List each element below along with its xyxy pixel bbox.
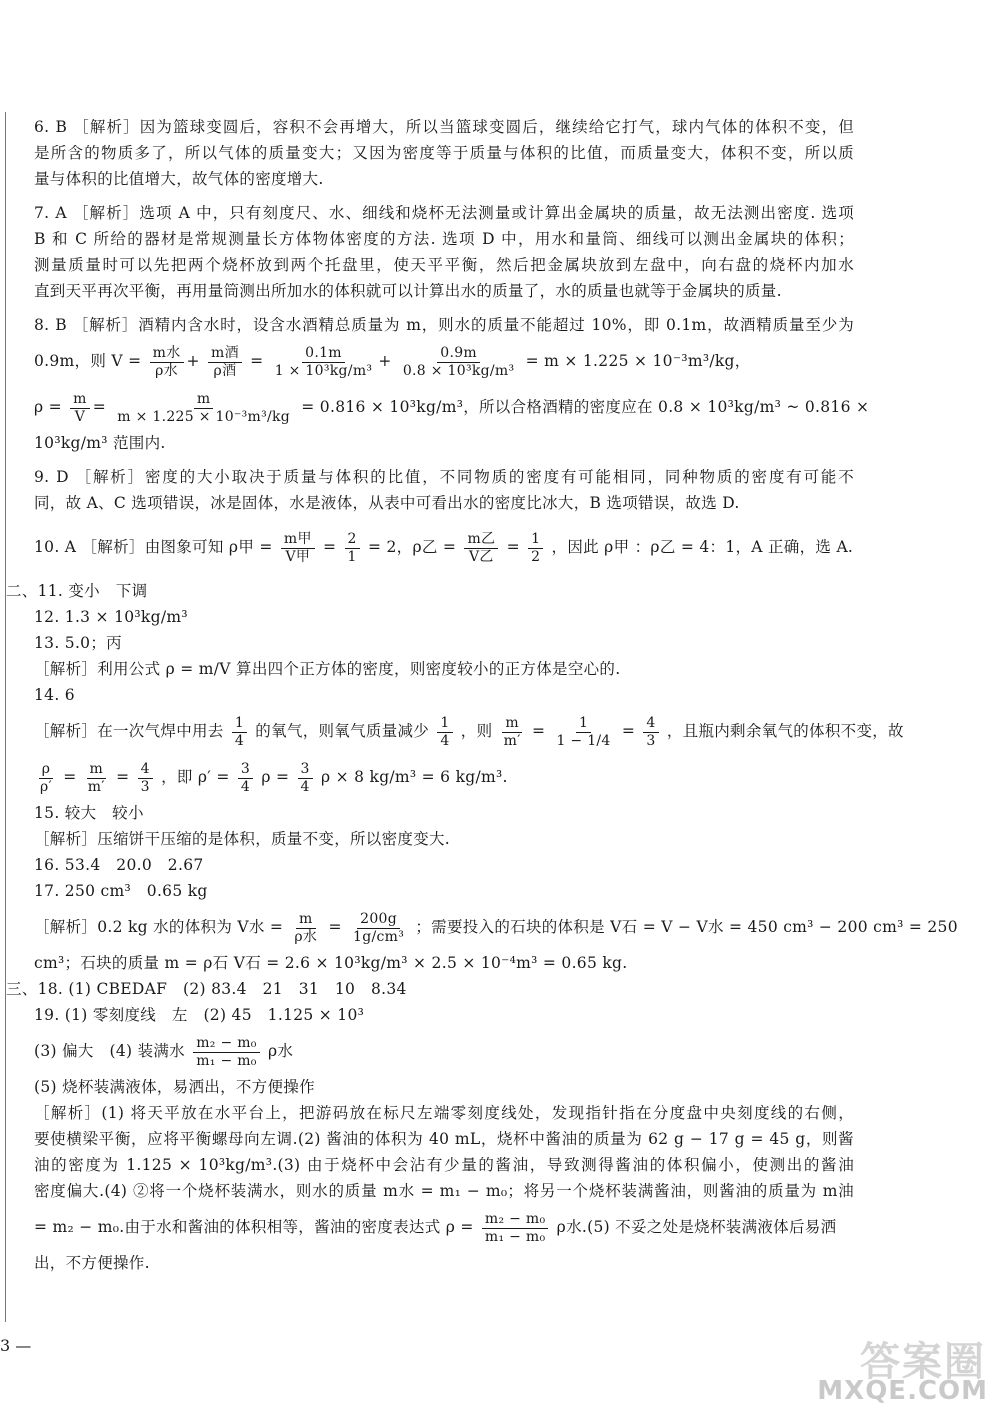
fraction: $\frac{1}{4}$ xyxy=(437,715,452,748)
fraction: $\frac{1}{4}$ xyxy=(232,715,247,748)
answer-6 xyxy=(34,114,854,192)
text-line: 出，不方便操作. xyxy=(34,1254,150,1272)
page-number: 3 — xyxy=(0,1336,32,1355)
answer-7 xyxy=(34,200,854,304)
text-line: 8. B ［解析］酒精内含水时，设含水酒精总质量为 m，则水的质量不能超过 10%，即 0.1m，故酒精质量至少为 xyxy=(34,316,854,334)
text-line: 同，故 A、C 选项错误，冰是固体，水是液体，从表中可看出水的密度比冰大，B 选项错误，故选 D. xyxy=(34,494,740,512)
fraction: $\frac{0.9m}{\text{0.8 × 10³kg/m³}}$ xyxy=(402,345,515,379)
fraction: $\frac{m}{m'}$ xyxy=(87,761,105,795)
text-line: 密度偏大.(4) ②将一个烧杯装满水，则水的质量 m水 = m₁ − m₀；将另一个烧杯装满酱油，则酱油的质量为 m油 xyxy=(34,1182,854,1200)
text-line: 要使横梁平衡，应将平衡螺母向左调.(2) 酱油的体积为 40 mL，烧杯中酱油的质量为 62 g − 17 g = 45 g，则酱 xyxy=(34,1130,854,1148)
formula-line: ［解析］在一次气焊中用去 $\frac{1}{4}$ 的氧气，则氧气质量减少 $\frac{1}{4}$ ，则 $\frac{m}{m'}$ = $\frac{1}{1 - 1/4}$ = $\frac{4}{3}$ ，且瓶内剩余氧气的体积不变，故 xyxy=(34,715,904,749)
fraction: $\frac{m}{m'}$ xyxy=(503,715,521,749)
answer-8 xyxy=(34,312,870,456)
text-line: 17. 250 cm³ 0.65 kg xyxy=(34,882,208,900)
fraction: $\frac{1}{1 - 1/4}$ xyxy=(556,715,611,749)
text-line: 16. 53.4 20.0 2.67 xyxy=(34,856,204,874)
watermark-site-text: MXQE.COM xyxy=(817,1376,988,1406)
fraction: $\frac{0.1m}{\text{1 × 10³kg/m³}}$ xyxy=(274,345,373,379)
text-line: 15. 较大 较小 xyxy=(34,804,144,822)
fraction: $\frac{3}{4}$ xyxy=(238,761,253,794)
fraction: $\frac{4}{3}$ xyxy=(138,761,153,794)
fraction: $\frac{\text{m水}}{\text{ρ水}}$ xyxy=(150,345,184,378)
fraction: $\frac{\text{m甲}}{\text{V甲}}$ xyxy=(281,531,315,564)
text-line: 9. D ［解析］密度的大小取决于质量与体积的比值，不同物质的密度有可能相同，同种物质的密度有可能不 xyxy=(34,468,854,486)
text-line: B 和 C 所给的器材是常规测量长方体物体密度的方法. 选项 D 中，用水和量筒、细线可以测出金属块的体积； xyxy=(34,230,854,248)
fraction: $\frac{\text{m₂ − m₀}}{\text{m₁ − m₀}}$ xyxy=(193,1035,260,1068)
text-line: cm³；石块的质量 m = ρ石 V石 = 2.6 × 10³kg/m³ × 2.5 × 10⁻⁴m³ = 0.65 kg. xyxy=(34,954,628,972)
text-line: 12. 1.3 × 10³kg/m³ xyxy=(34,608,188,626)
fraction: $\frac{4}{3}$ xyxy=(643,715,658,748)
fraction: $\frac{\text{m乙}}{\text{V乙}}$ xyxy=(464,531,498,564)
formula-line: 10. A ［解析］由图象可知 ρ甲 = $\frac{\text{m甲}}{\text{V甲}}$ = $\frac{2}{1}$ = 2，ρ乙 = $\frac{\text{m乙}}{\text{V乙}}$ = $\frac{1}{2}$ ，因此 ρ甲 ：ρ乙 = 4：1，A 正确，选 A. xyxy=(34,531,854,565)
text-line: ［解析］利用公式 ρ = m/V 算出四个正方体的密度，则密度较小的正方体是空心的. xyxy=(34,660,621,678)
fraction: $\frac{200g}{\text{1g/cm³}}$ xyxy=(353,911,405,945)
text-line: ［解析］压缩饼干压缩的是体积，质量不变，所以密度变大. xyxy=(34,830,451,848)
answer-9 xyxy=(34,464,854,516)
text-line: 直到天平再次平衡，再用量筒测出所加水的体积就可以计算出水的质量了，水的质量也就等于金属块的质量. xyxy=(34,282,782,300)
fraction: $\frac{m}{\text{ρ水}}$ xyxy=(294,911,318,945)
fraction: $\frac{\rho}{\rho'}$ xyxy=(40,761,53,795)
section-2 xyxy=(6,578,958,976)
formula-line: (3) 偏大 (4) 装满水 $\frac{\text{m₂ − m₀}}{\text{m₁ − m₀}}$ ρ水 xyxy=(34,1035,294,1069)
section-3 xyxy=(6,976,854,1276)
fraction: $\frac{\text{m₂ − m₀}}{\text{m₁ − m₀}}$ xyxy=(482,1211,549,1244)
formula-line: = m₂ − m₀.由于水和酱油的体积相等，酱油的密度表达式 ρ = $\frac{\text{m₂ − m₀}}{\text{m₁ − m₀}}$ ρ水.(5) 不妥之处是烧杯装满液体后易洒 xyxy=(34,1211,837,1245)
text-line: 油的密度为 1.125 × 10³kg/m³.(3) 由于烧杯中会沾有少量的酱油，导致测得酱油的体积偏小，使测出的酱油 xyxy=(34,1156,854,1174)
formula-line: $\frac{\rho}{\rho'}$ = $\frac{m}{m'}$ = $\frac{4}{3}$ ，即 ρ′ = $\frac{3}{4}$ ρ = $\frac{3}{4}$ ρ × 8 kg/m³ = 6 kg/m³. xyxy=(34,754,854,800)
formula-line: 0.9m，则 V = $\frac{\text{m水}}{\text{ρ水}}$ + $\frac{\text{m酒}}{\text{ρ酒}}$ = $\frac{0.1m}{\text{1 × 10³kg/m³}}$ + $\frac{0.9m}{\text{0.8 × 10³kg/m³}}$ = m × 1.225 × 10⁻³m³/kg， xyxy=(34,345,751,379)
fraction: $\frac{m}{\text{m × 1.225 × 10⁻³m³/kg}}$ xyxy=(117,391,291,425)
text-line: 6. B ［解析］因为篮球变圆后，容积不会再增大，所以当篮球变圆后，继续给它打气，球内气体的体积不变，但 xyxy=(34,118,854,136)
text-line: 13. 5.0；丙 xyxy=(34,634,122,652)
fraction: $\frac{1}{2}$ xyxy=(528,531,543,564)
watermark-logo-text: 答案圈 xyxy=(860,1339,986,1385)
text-line: 测量质量时可以先把两个烧杯放到两个托盘里，使天平平衡，然后把金属块放到左盘中，向右盘的烧杯内加水 xyxy=(34,256,854,274)
fraction: $\frac{2}{1}$ xyxy=(345,531,360,564)
formula-line: ［解析］0.2 kg 水的体积为 V水 = $\frac{m}{\text{ρ水}}$ = $\frac{200g}{\text{1g/cm³}}$ ；需要投入的石块的体积是 V石 = V − V水 = 450 cm³ − 200 cm³ = 250 xyxy=(34,911,958,945)
text-line: 19. (1) 零刻度线 左 (2) 45 1.125 × 10³ xyxy=(34,1006,365,1024)
text-line: 14. 6 xyxy=(34,686,75,704)
margin-rule xyxy=(5,112,6,1322)
text-line: ［解析］(1) 将天平放在水平台上，把游码放在标尺左端零刻度线处，发现指针指在分度盘中央刻度线的右侧， xyxy=(34,1104,854,1122)
answer-content xyxy=(6,114,958,1276)
text-line: 7. A ［解析］选项 A 中，只有刻度尺、水、细线和烧杯无法测量或计算出金属块的质量，故无法测出密度. 选项 xyxy=(34,204,854,222)
fraction: $\frac{\text{m酒}}{\text{ρ酒}}$ xyxy=(208,345,242,378)
watermark xyxy=(800,1330,1000,1410)
text-line: 是所含的物质多了，所以气体的质量变大；又因为密度等于质量与体积的比值，而质量变大，体积不变，所以质 xyxy=(34,144,854,162)
fraction: $\frac{m}{V}$ xyxy=(70,391,90,424)
text-line: 10³kg/m³ 范围内. xyxy=(34,434,166,452)
text-line: (5) 烧杯装满液体，易洒出，不方便操作 xyxy=(34,1078,315,1096)
fraction: $\frac{3}{4}$ xyxy=(298,761,313,794)
answer-10 xyxy=(34,524,854,570)
text-line: 三、18. (1) CBEDAF (2) 83.4 21 31 10 8.34 xyxy=(6,980,407,998)
formula-line: ρ = $\frac{m}{V}$ = $\frac{m}{\text{m × 1.225 × 10⁻³m³/kg}}$ = 0.816 × 10³kg/m³，所以合格酒精的密度应在 0.8 × 10³kg/m³ ~ 0.816 × xyxy=(34,391,870,425)
text-line: 二、11. 变小 下调 xyxy=(6,582,148,600)
text-line: 量与体积的比值增大，故气体的密度增大. xyxy=(34,170,324,188)
